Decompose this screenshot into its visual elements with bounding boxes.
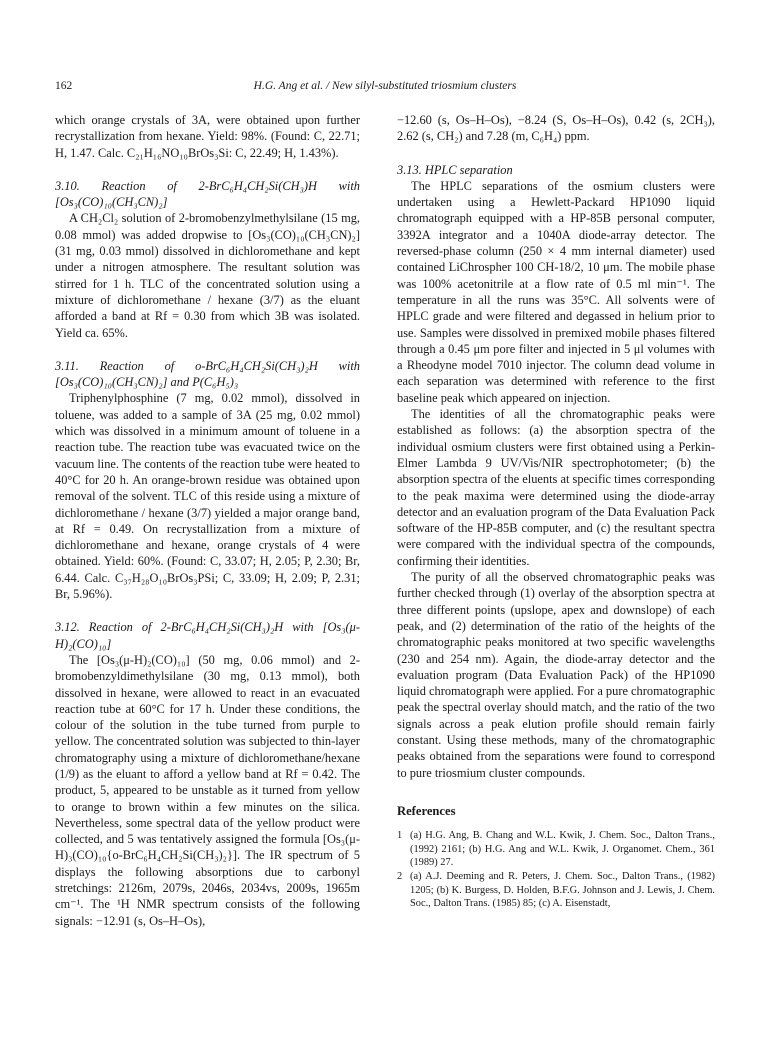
paragraph-continuation: −12.60 (s, Os–H–Os), −8.24 (S, Os–H–Os), 0.42 (s, 2CH₃), 2.62 (s, CH₂) and 7.28 (m, C₆H₄) ppm. — [397, 113, 715, 144]
paragraph-continuation: which orange crystals of 3A, were obtained upon further recrystallization from hexane. Yield: 98%. (Found: C, 22.71; H, 1.47. Calc. C₂₁H₁₆NO₁₀BrOs₃Si: C, 22.49; H, 1.43%). — [55, 113, 360, 160]
running-title: H.G. Ang et al. / New silyl-substituted triosmium clusters — [253, 80, 517, 92]
section-3-11-heading: 3.11. Reaction of o-BrC₆H₄CH₂Si(CH₃)₂H with [Os₃(CO)₁₀(CH₃CN)₂] and P(C₆H₅)₃ — [55, 358, 360, 390]
section-3-10-heading: 3.10. Reaction of 2-BrC₆H₄CH₂Si(CH₃)H with [Os₃(CO)₁₀(CH₃CN)₂] — [55, 178, 360, 210]
reference-list — [397, 829, 715, 911]
section-3-10-body: A CH₂Cl₂ solution of 2-bromobenzylmethylsilane (15 mg, 0.08 mmol) was added dropwise to [Os₃(CO)₁₀(CH₃CN)₂] (31 mg, 0.03 mmol) dissolved in dichloromethane and kept under a nitrogen atmosphere. The resultant solution was stirred for 1 h. TLC of the concentrated solution using a mixture of dichloromethane / hexane (3/7) as the eluant afforded a band at Rf = 0.30 from which 3B was isolated. Yield ca. 65%. — [55, 211, 360, 340]
reference-text: (a) H.G. Ang, B. Chang and W.L. Kwik, J. Chem. Soc., Dalton Trans., (1992) 2161; (b) H.G. Ang and W.L. Kwik, J. Organomet. Chem., 361 (1989) 27. — [410, 830, 715, 869]
section-3-13-paragraph-2: The identities of all the chromatographic peaks were established as follows: (a) the absorption spectra of the individual osmium clusters were first obtained using a Perkin-Elmer Lambda 9 UV/Vis/NIR spectrophotometer; (b) the absorption spectra of the eluents at specific times corresponding to the peak maxima were determined using the diode-array detector and an evaluation program of the Data Evaluation Pack software of the HP-85B computer, and (c) the resultant spectra were compared with the individual spectra of the compounds, confirming their identities. — [397, 407, 715, 568]
section-3-12-heading: 3.12. Reaction of 2-BrC₆H₄CH₂Si(CH₃)₂H with [Os₃(μ-H)₂(CO)₁₀] — [55, 620, 360, 651]
reference-item — [397, 870, 715, 911]
section-3-13-heading: 3.13. HPLC separation — [397, 162, 513, 177]
left-column — [55, 112, 360, 929]
section-3-12-body: The [Os₃(μ-H)₂(CO)₁₀] (50 mg, 0.06 mmol) and 2-bromobenzyldimethylsilane (30 mg, 0.13 mmol), both dissolved in hexane, were allowed to react in an evacuated reaction tube at 60°C for 17 h. Under these conditions, the colour of the solution in the tube turned from purple to yellow. The concentrated solution was subjected to thin-layer chromatography using a mixture of dichloromethane/hexane (1/9) as the eluant to afford a yellow band at Rf = 0.42. The product, 5, appeared to be unstable as it turned from yellow to orange to brown within a few minutes on the silica. Nevertheless, some spectral data of the yellow product were collected, and 5 was tentatively assigned the formula [Os₃(μ-H)₃(CO)₁₀{o-BrC₆H₄CH₂Si(CH₃)₂}]. The IR spectrum of 5 displays the following absorptions due to carbonyl stretchings: 2126m, 2079s, 2046s, 2034vs, 2009s, 1965m cm⁻¹. The ¹H NMR spectrum consists of the following signals: −12.91 (s, Os–H–Os), — [55, 652, 360, 928]
section-3-11-body: Triphenylphosphine (7 mg, 0.02 mmol), dissolved in toluene, was added to a sample of 3A (25 mg, 0.02 mmol) which was dissolved in a minimum amount of toluene in a reaction tube. The reaction tube was evacuated twice on the vacuum line. The contents of the reaction tube were heated to 40°C for 20 h. An orange-brown residue was obtained upon removal of the solvent. TLC of this reside using a mixture of dichloromethane / hexane (3/7) yielded a major orange band, at Rf = 0.49. On recrystallization from a mixture of dichloromethane and hexane, orange crystals of 4 were obtained. Yield: 60%. (Found: C, 33.07; H, 2.05; P, 2.30; Br, 6.44. Calc. C₃₇H₂₈O₁₀BrOs₃PSi; C, 33.09; H, 2.09; P, 2.31; Br, 5.96%). — [55, 391, 360, 602]
section-3-13-paragraph-1: The HPLC separations of the osmium clusters were undertaken using a Hewlett-Packard HP1090 liquid chromatograph equipped with a HP-85B personal computer, 3392A integrator and a 1040A diode-array detector. The reversed-phase column (250 × 4 mm internal diameter) used contained LiChrospher 100 CH-18/2, 10 μm. The mobile phase was 100% acetonitrile at a flow rate of 0.5 ml min⁻¹. The temperature in all the runs was 35°C. All solvents were of HPLC grade and were filtered and degassed in helium prior to use. Samples were dissolved in premixed mobile phases filtered through a 0.45 μm pore filter and injected in 5 μl volumes with a Rheodyne model 7010 injector. The column dead volume in each separation was determined with reference to the first baseline peak which appeared on injection. — [397, 178, 715, 405]
reference-number: 1 — [397, 830, 403, 842]
references-heading: References — [397, 803, 456, 818]
reference-item — [397, 829, 715, 870]
running-header — [55, 80, 715, 98]
section-3-13-paragraph-3: The purity of all the observed chromatographic peaks was further checked through (1) overlay of the absorption spectra at three different points (upslope, apex and downslope) of each peak, and (2) determination of the ratio of the heights of the chromatographic peaks monitored at two specific wavelengths (230 and 254 nm). Again, the diode-array detector and the evaluation program (Data Evaluation Pack) of the HP1090 liquid chromatograph were applied. For a pure chromatographic peak the spectral overlay should match, and the ratio of the two signals across a peak elution profile should remain fairly constant. Using these methods, many of the chromatographic peaks obtained from the separations were found to correspond to pure triosmium cluster compounds. — [397, 570, 715, 780]
reference-number: 2 — [397, 870, 403, 882]
reference-text: (a) A.J. Deeming and R. Peters, J. Chem. Soc., Dalton Trans., (1982) 1205; (b) K. Burgess, D. Holden, B.F.G. Johnson and J. Lewis, J. Chem. Soc., Dalton Trans. (1985) 85; (c) A. Eisenstadt, — [410, 870, 715, 910]
right-column — [397, 112, 715, 911]
page-number: 162 — [55, 80, 73, 92]
